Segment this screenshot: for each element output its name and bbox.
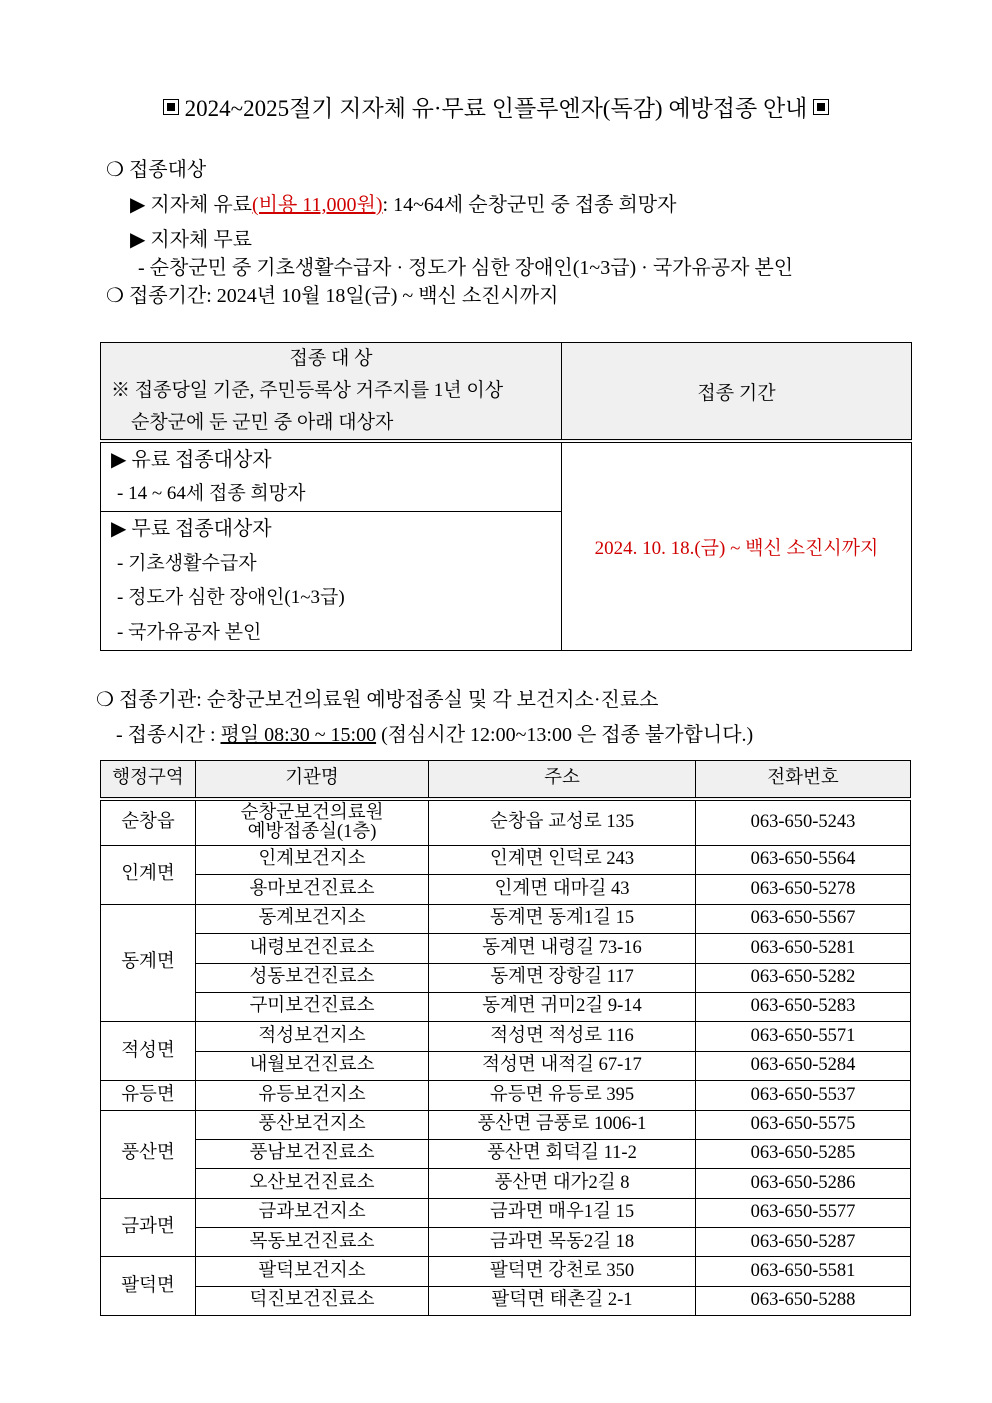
phone-cell: 063-650-5564: [696, 846, 911, 875]
paid-label: 지자체 유료: [150, 194, 252, 216]
institution-cell: 동계보건지소: [196, 904, 429, 933]
free-line: ▶ 지자체 무료: [130, 229, 252, 251]
table-row: [101, 799, 911, 846]
paid-desc: : 14~64세 순창군민 중 접종 희망자: [382, 194, 677, 216]
target-heading: ❍ 접종대상: [106, 159, 207, 181]
phone-cell: 063-650-5243: [696, 799, 911, 846]
free-desc: - 순창군민 중 기초생활수급자 · 정도가 심한 장애인(1~3급) · 국가유공자 본인: [138, 257, 794, 279]
table-row: [101, 1257, 911, 1286]
phone-cell: 063-650-5575: [696, 1110, 911, 1139]
table-row: [101, 934, 911, 963]
institution-cell: 풍남보건진료소: [196, 1139, 429, 1168]
hours-note: (점심시간 12:00~13:00 은 접종 불가합니다.): [376, 724, 754, 746]
target-heading-text: 접종대상: [128, 159, 207, 181]
square-bullet-icon: [163, 99, 179, 115]
institutions-heading: ❍ 접종기관: 순창군보건의료원 예방접종실 및 각 보건지소·진료소: [96, 689, 659, 711]
phone-cell: 063-650-5577: [696, 1198, 911, 1227]
free-item: - 정도가 심한 장애인(1~3급): [117, 587, 345, 608]
target-header: 접종 대 상: [289, 348, 373, 369]
region-cell: 풍산면: [101, 1110, 196, 1198]
institution-cell: 성동보건진료소: [196, 963, 429, 992]
col-header-address: 주소: [429, 761, 696, 800]
phone-cell: 063-650-5282: [696, 963, 911, 992]
table-row: [101, 992, 911, 1021]
region-cell: 금과면: [101, 1198, 196, 1257]
hours-label: - 접종시간 :: [116, 724, 221, 746]
institution-cell: 내월보건진료소: [196, 1051, 429, 1080]
col-header-name: 기관명: [196, 761, 429, 800]
phone-cell: 063-650-5284: [696, 1051, 911, 1080]
phone-cell: 063-650-5281: [696, 934, 911, 963]
summary-table: [100, 342, 912, 651]
institution-cell: 금과보건지소: [196, 1198, 429, 1227]
table-row: [101, 1198, 911, 1227]
region-cell: 동계면: [101, 904, 196, 1022]
address-cell: 동계면 내령길 73-16: [429, 934, 696, 963]
free-item: - 국가유공자 본인: [117, 621, 262, 643]
institution-cell: 목동보건진료소: [196, 1228, 429, 1257]
address-cell: 순창읍 교성로 135: [429, 799, 696, 846]
table-row: [101, 1139, 911, 1168]
page-title: [0, 90, 992, 123]
title-text: 2024~2025절기 지자체 유·무료 인플루엔자(독감) 예방접종 안내: [184, 96, 808, 121]
institution-cell: 내령보건진료소: [196, 934, 429, 963]
table-row: [101, 1110, 911, 1139]
phone-cell: 063-650-5571: [696, 1022, 911, 1051]
paid-line: ▶ 지자체 유료(비용 11,000원): 14~64세 순창군민 중 접종 희망자: [130, 194, 677, 216]
period-line: ❍ 접종기간: 2024년 10월 18일(금) ~ 백신 소진시까지: [106, 285, 559, 307]
paid-item: - 14 ~ 64세 접종 희망자: [117, 483, 306, 504]
region-cell: 인계면: [101, 846, 196, 905]
table-row: [101, 1228, 911, 1257]
address-cell: 팔덕면 강천로 350: [429, 1257, 696, 1286]
table-row: [101, 1051, 911, 1080]
square-bullet-icon: [813, 99, 829, 115]
phone-cell: 063-650-5581: [696, 1257, 911, 1286]
institution-cell: 구미보건진료소: [196, 992, 429, 1021]
header-note-2: 순창군에 둔 군민 중 아래 대상자: [131, 412, 394, 433]
table-row: [101, 1022, 911, 1051]
institution-cell: 팔덕보건지소: [196, 1257, 429, 1286]
address-cell: 팔덕면 태촌길 2-1: [429, 1286, 696, 1315]
phone-cell: 063-650-5537: [696, 1081, 911, 1110]
table-row: [101, 875, 911, 904]
phone-cell: 063-650-5283: [696, 992, 911, 1021]
col-header-region: 행정구역: [101, 761, 196, 800]
institution-cell: 풍산보건지소: [196, 1110, 429, 1139]
institution-cell: 순창군보건의료원 예방접종실(1층): [196, 799, 429, 846]
address-cell: 풍산면 금풍로 1006-1: [429, 1110, 696, 1139]
address-cell: 금과면 매우1길 15: [429, 1198, 696, 1227]
address-cell: 금과면 목동2길 18: [429, 1228, 696, 1257]
header-note-1: ※ 접종당일 기준, 주민등록상 거주지를 1년 이상: [111, 380, 504, 401]
col-header-phone: 전화번호: [696, 761, 911, 800]
period-value: 2024. 10. 18.(금) ~ 백신 소진시까지: [562, 441, 912, 651]
hours-value: 평일 08:30 ~ 15:00: [220, 724, 377, 746]
paid-title: ▶ 유료 접종대상자: [111, 449, 272, 471]
institutions-table: [100, 760, 911, 1316]
address-cell: 적성면 적성로 116: [429, 1022, 696, 1051]
phone-cell: 063-650-5278: [696, 875, 911, 904]
address-cell: 인계면 대마길 43: [429, 875, 696, 904]
phone-cell: 063-650-5285: [696, 1139, 911, 1168]
free-title: ▶ 무료 접종대상자: [111, 518, 272, 540]
institution-cell: 덕진보건진료소: [196, 1286, 429, 1315]
phone-cell: 063-650-5287: [696, 1228, 911, 1257]
free-item: - 기초생활수급자: [117, 552, 257, 574]
region-cell: 유등면: [101, 1081, 196, 1110]
institution-cell: 적성보건지소: [196, 1022, 429, 1051]
address-cell: 풍산면 대가2길 8: [429, 1169, 696, 1198]
table-row: [101, 846, 911, 875]
table-row: [101, 904, 911, 933]
institution-cell: 오산보건진료소: [196, 1169, 429, 1198]
period-header: 접종 기간: [562, 343, 912, 442]
address-cell: 동계면 장항길 117: [429, 963, 696, 992]
table-row: [101, 963, 911, 992]
table-row: [101, 1169, 911, 1198]
hours-line: [116, 718, 753, 747]
target-header-cell: [101, 343, 562, 442]
phone-cell: 063-650-5567: [696, 904, 911, 933]
region-cell: 적성면: [101, 1022, 196, 1081]
paid-cost: (비용 11,000원): [252, 194, 383, 216]
paid-target-cell: [101, 441, 562, 512]
address-cell: 동계면 귀미2길 9-14: [429, 992, 696, 1021]
address-cell: 풍산면 회덕길 11-2: [429, 1139, 696, 1168]
free-label: 지자체 무료: [150, 229, 252, 251]
address-cell: 인계면 인덕로 243: [429, 846, 696, 875]
table-row: [101, 1286, 911, 1315]
phone-cell: 063-650-5288: [696, 1286, 911, 1315]
phone-cell: 063-650-5286: [696, 1169, 911, 1198]
institution-cell: 유등보건지소: [196, 1081, 429, 1110]
institutions-heading-text: 접종기관: 순창군보건의료원 예방접종실 및 각 보건지소·진료소: [118, 689, 659, 711]
region-cell: 순창읍: [101, 799, 196, 846]
period-text: 접종기간: 2024년 10월 18일(금) ~ 백신 소진시까지: [128, 285, 559, 307]
institution-cell: 인계보건지소: [196, 846, 429, 875]
region-cell: 팔덕면: [101, 1257, 196, 1316]
free-target-cell: [101, 512, 562, 651]
address-cell: 적성면 내적길 67-17: [429, 1051, 696, 1080]
table-row: [101, 1081, 911, 1110]
institution-cell: 용마보건진료소: [196, 875, 429, 904]
address-cell: 동계면 동계1길 15: [429, 904, 696, 933]
address-cell: 유등면 유등로 395: [429, 1081, 696, 1110]
